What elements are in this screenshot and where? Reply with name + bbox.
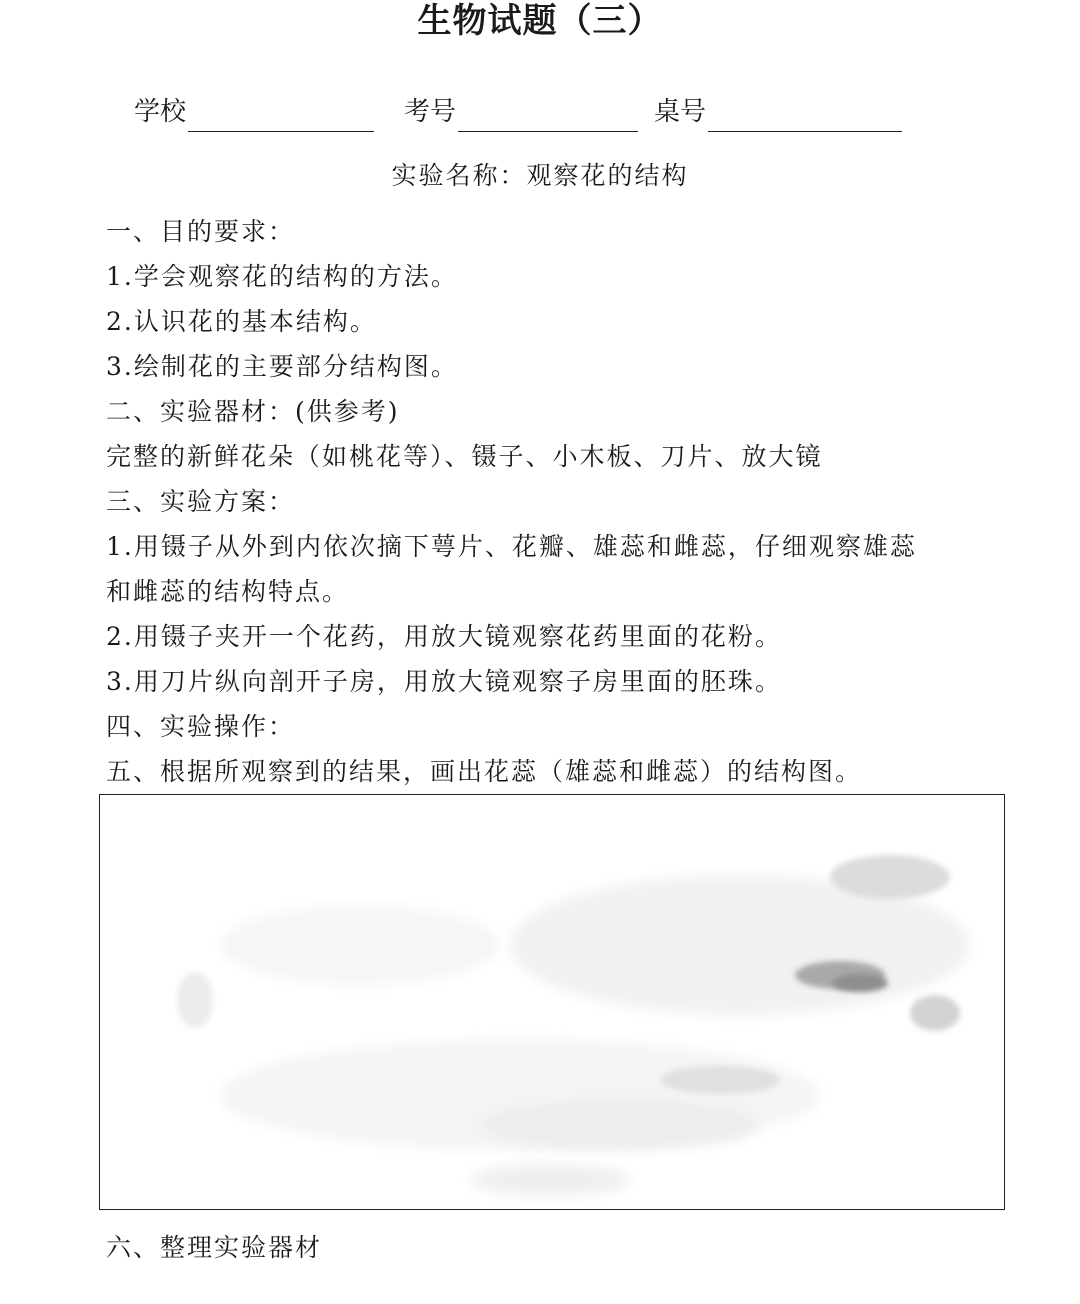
section-heading-objectives: 一、目的要求： — [106, 217, 296, 246]
plan-item: 1.用镊子从外到内依次摘下萼片、花瓣、雄蕊和雌蕊，仔细观察雄蕊 — [106, 532, 917, 561]
plan-item-continued: 和雌蕊的结构特点。 — [106, 577, 350, 606]
section-heading-operation: 四、实验操作： — [106, 712, 296, 741]
exam-body — [106, 212, 966, 797]
objective-item: 3.绘制花的主要部分结构图。 — [106, 352, 458, 381]
exam-number-label: 考号 — [404, 97, 457, 127]
student-info-fields — [134, 92, 914, 132]
exam-number-field[interactable] — [404, 92, 638, 132]
objective-item: 2.认识花的基本结构。 — [106, 307, 377, 336]
section-heading-plan: 三、实验方案： — [106, 487, 296, 516]
plan-item: 3.用刀片纵向剖开子房，用放大镜观察子房里面的胚珠。 — [106, 667, 782, 696]
desk-number-blank[interactable] — [708, 101, 902, 132]
desk-number-field[interactable] — [654, 92, 902, 132]
school-blank[interactable] — [188, 101, 374, 132]
school-label: 学校 — [134, 97, 187, 127]
section-heading-cleanup: 六、整理实验器材 — [106, 1233, 323, 1262]
erased-smudge-marks — [100, 795, 1004, 1209]
objective-item: 1.学会观察花的结构的方法。 — [106, 262, 458, 291]
section-heading-drawing: 五、根据所观察到的结果，画出花蕊（雄蕊和雌蕊）的结构图。 — [106, 757, 863, 786]
drawing-answer-box[interactable] — [99, 794, 1005, 1210]
school-field[interactable] — [134, 92, 374, 132]
materials-list: 完整的新鲜花朵（如桃花等）、镊子、小木板、刀片、放大镜 — [106, 442, 823, 471]
exam-title: 生物试题（三） — [417, 1, 663, 41]
desk-number-label: 桌号 — [654, 97, 707, 127]
exam-number-blank[interactable] — [458, 101, 638, 132]
section-heading-materials: 二、实验器材：(供参考) — [106, 397, 400, 426]
experiment-name: 实验名称：观察花的结构 — [391, 161, 689, 190]
plan-item: 2.用镊子夹开一个花药，用放大镜观察花药里面的花粉。 — [106, 622, 782, 651]
